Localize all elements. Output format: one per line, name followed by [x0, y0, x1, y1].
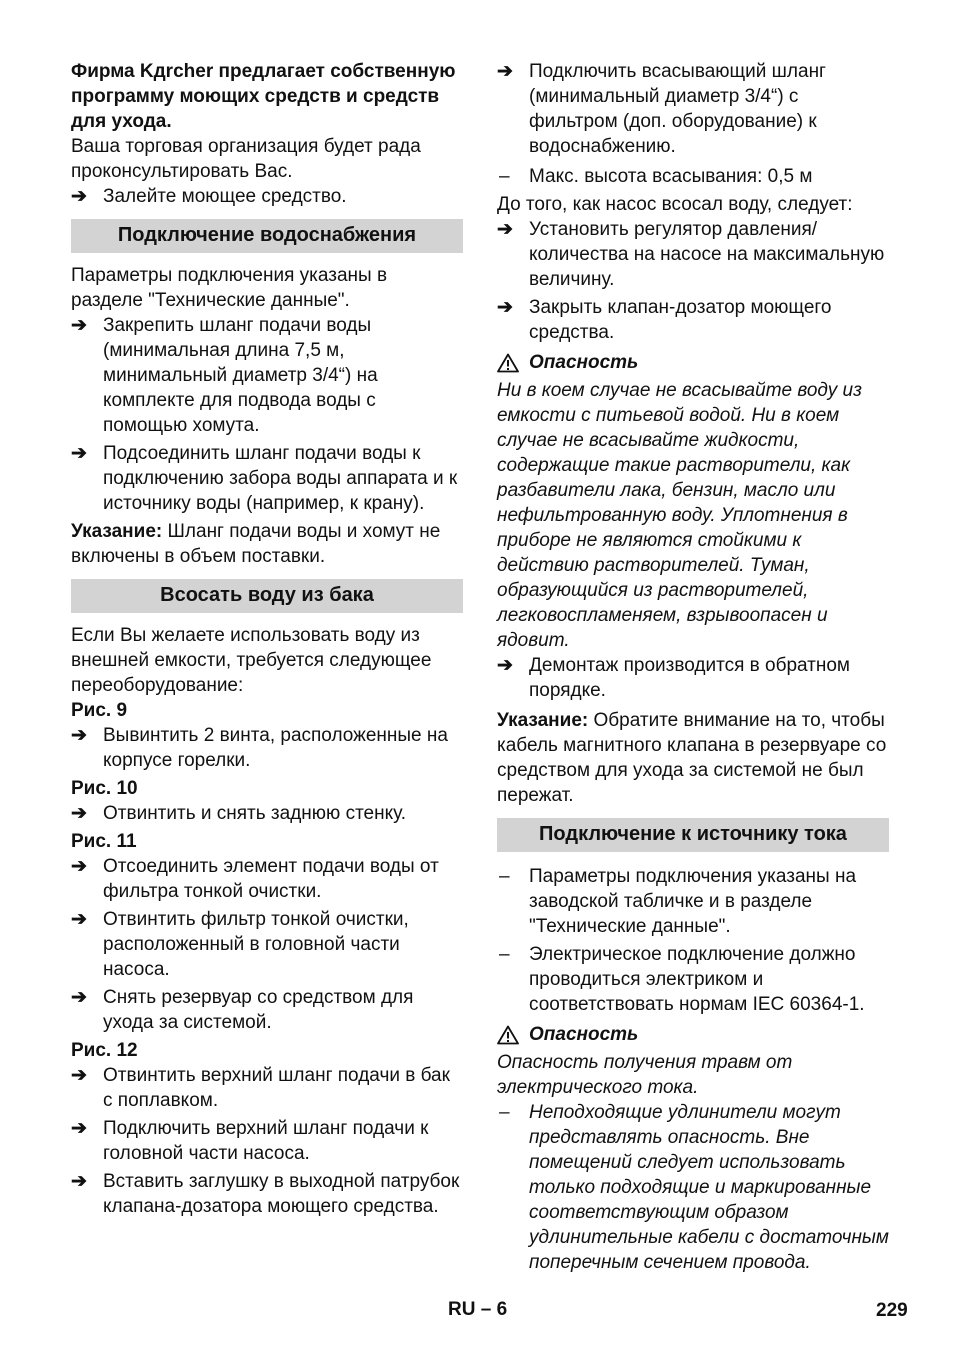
fig10-step: ➔ Отвинтить и снять заднюю стенку. [71, 803, 407, 824]
dash-marker: – [499, 166, 510, 187]
arrow-icon: ➔ [71, 443, 87, 464]
dash-marker: – [499, 866, 510, 887]
before-suction-step: ➔ Закрыть клапан-дозатор моющего средства. [497, 297, 832, 343]
arrow-icon: ➔ [71, 1118, 87, 1139]
arrow-icon: ➔ [71, 987, 87, 1008]
warning-triangle-icon [497, 1025, 519, 1045]
intro-text: Ваша торговая организация будет рада проконсультировать Вас. [71, 136, 421, 182]
dismantle-step: ➔ Демонтаж производится в обратном порядке. [497, 655, 850, 701]
fig12-step: ➔ Отвинтить верхний шланг подачи в бак с поплавком. [71, 1065, 450, 1111]
figure-label-9: Рис. 9 [71, 700, 128, 721]
page-label: RU – 6 [448, 1299, 508, 1320]
arrow-icon: ➔ [71, 856, 87, 877]
right-column [497, 59, 889, 1275]
note-magnetic-valve: Указание: Обратите внимание на то, чтобы кабель магнитного клапана в резервуаре со средством для ухода за системой не был пережат. [497, 710, 887, 806]
arrow-icon: ➔ [71, 315, 87, 336]
arrow-icon: ➔ [71, 725, 87, 746]
intro-step: ➔ Залейте моющее средство. [71, 186, 347, 207]
danger-text: Ни в коем случае не всасывайте воду из емкости с питьевой водой. Ни в коем случае не всасывайте жидкости, содержащие такие растворители, как разбавители лака, бензин, масло или нефильтрованную воду. Уплотнения в приборе не являются стойкими к действию растворителей. Туман, образующийся из растворителей, легковоспламеняем, взрывоопасен и ядовит. [497, 380, 862, 651]
warning-triangle-icon [497, 353, 519, 373]
section1-paragraph: Параметры подключения указаны в разделе "Технические данные". [71, 265, 388, 311]
figure-label-10: Рис. 10 [71, 778, 138, 799]
dash-marker: – [499, 944, 510, 965]
page-number: 229 [876, 1300, 908, 1321]
arrow-icon: ➔ [497, 219, 513, 240]
suction-hose-step: ➔ Подключить всасывающий шланг (минимальный диаметр 3/4“) с фильтром (доп. оборудование) к водоснабжению. [497, 61, 826, 157]
arrow-icon: ➔ [71, 186, 87, 207]
danger-text: Опасность получения травм от электрического тока. [497, 1052, 793, 1098]
fig11-step: ➔ Отвинтить фильтр тонкой очистки, расположенный в головной части насоса. [71, 909, 409, 980]
danger-heading: Опасность [497, 350, 889, 375]
arrow-icon: ➔ [71, 803, 87, 824]
arrow-icon: ➔ [71, 1065, 87, 1086]
section1-step: ➔ Закрепить шланг подачи воды (минимальная длина 7,5 м, минимальный диаметр 3/4“) на комплекте для подвода воды с помощью хомута. [71, 315, 378, 436]
figure-label-12: Рис. 12 [71, 1040, 138, 1061]
arrow-icon: ➔ [71, 909, 87, 930]
max-suction-height: – Макс. высота всасывания: 0,5 м [499, 166, 813, 187]
fig9-step: ➔ Вывинтить 2 винта, расположенные на корпусе горелки. [71, 725, 448, 771]
left-column [71, 59, 463, 1219]
section-heading-power-supply: Подключение к источнику тока [497, 818, 889, 852]
arrow-icon: ➔ [71, 1171, 87, 1192]
section-heading-tank-suction: Всосать воду из бака [71, 579, 463, 613]
intro-bold-text: Фирма Kдrcher предлагает собственную программу моющих средств и средств для ухода. [71, 61, 456, 132]
before-suction-step: ➔ Установить регулятор давления/количества на насосе на максимальную величину. [497, 219, 885, 290]
note-water-supply: Указание: Шланг подачи воды и хомут не включены в объем поставки. [71, 521, 441, 567]
arrow-icon: ➔ [497, 655, 513, 676]
fig12-step: ➔ Подключить верхний шланг подачи к головной части насоса. [71, 1118, 429, 1164]
before-suction-text: До того, как насос всосал воду, следует: [497, 194, 853, 215]
section2-paragraph: Если Вы желаете использовать воду из внешней емкости, требуется следующее переоборудование: [71, 625, 432, 696]
power-dash-item: – Параметры подключения указаны на заводской табличке и в разделе "Технические данные". [499, 866, 857, 937]
section-heading-water-supply: Подключение водоснабжения [71, 219, 463, 253]
figure-label-11: Рис. 11 [71, 831, 137, 852]
arrow-icon: ➔ [497, 297, 513, 318]
fig12-step: ➔ Вставить заглушку в выходной патрубок клапана-дозатора моющего средства. [71, 1171, 460, 1217]
fig11-step: ➔ Отсоединить элемент подачи воды от фильтра тонкой очистки. [71, 856, 439, 902]
fig11-step: ➔ Снять резервуар со средством для ухода за системой. [71, 987, 414, 1033]
section1-step: ➔ Подсоединить шланг подачи воды к подключению забора воды аппарата и к источнику воды (например, к крану). [71, 443, 458, 514]
danger-dash-item: – Неподходящие удлинители могут представлять опасность. Вне помещений следует использовать только подходящие и маркированные соответствующим образом удлинительные кабели с достаточным поперечным сечением провода. [499, 1102, 889, 1273]
danger-heading: Опасность [497, 1022, 889, 1047]
dash-marker: – [499, 1102, 510, 1123]
power-dash-item: – Электрическое подключение должно проводиться электриком и соответствовать нормам IEC 60364-1. [499, 944, 865, 1015]
arrow-icon: ➔ [497, 61, 513, 82]
